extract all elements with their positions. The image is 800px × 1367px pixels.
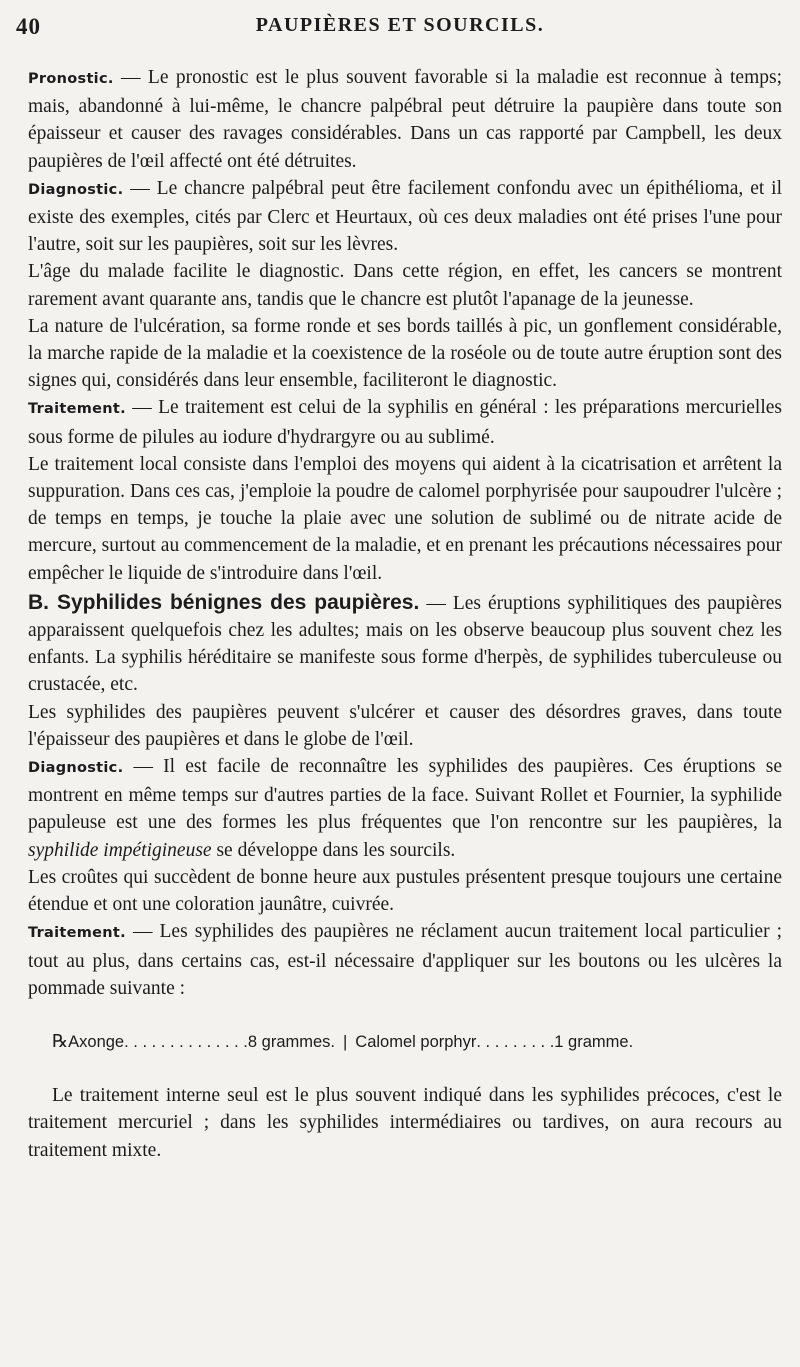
paragraph-traitement [28, 394, 782, 450]
page-number: 40 [16, 14, 41, 39]
text-diagnostic-2a: — Il est facile de reconnaître les syphilides des paupières. Ces éruptions se montrent en même temps sur d'autres parties de la face. Suivant Rollet et Fournier, la syphilide papuleuse est une des formes les plus fréquentes que l'on rencontre sur les paupières, la [28, 756, 782, 834]
text-diagnostic-2b: se développe dans les sourcils. [211, 839, 456, 861]
text-section-b: — Les éruptions syphilitiques des paupières apparaissent quelquefois chez les adultes; mais on les observe beaucoup plus souvent chez les enfants. La syphilis héréditaire se manifeste sous forme d'herpès, de syphilides tuberculeuse ou crustacée, etc. [28, 592, 783, 696]
emphasis-impetigineuse: syphilide impétigineuse [28, 839, 212, 861]
running-head [16, 14, 784, 44]
formula-separator: | [343, 1032, 348, 1051]
text-traitement-2: — Les syphilides des paupières ne réclament aucun traitement local particulier ; tout au plus, dans certains cas, est-il nécessaire d'appliquer sur les boutons ou les ulcères la pommade suivante : [28, 921, 782, 999]
section-heading-syphilides: B. Syphilides bénignes des paupières. [28, 590, 420, 614]
paragraph-age: L'âge du malade facilite le diagnostic. Dans cette région, en effet, les cancers se montrent rarement avant quarante ans, tandis que le chancre est plutôt l'apanage de la jeunesse. [28, 261, 782, 310]
leader-dots-1: . . . . . . . . . . . . . . [124, 1032, 248, 1051]
rubric-pronostic: Pronostic. [28, 71, 114, 87]
paragraph-croutes: Les croûtes qui succèdent de bonne heure aux pustules présentent presque toujours une certaine étendue et ont une coloration jaunâtre, cuivrée. [28, 866, 782, 916]
leader-dots-2: . . . . . . . . . [476, 1032, 555, 1051]
paragraph-nature: La nature de l'ulcération, sa forme ronde et ses bords taillés à pic, un gonflement considérable, la marche rapide de la maladie et la coexistence de la roséole ou de toute autre éruption sont des signes qui, considérés dans leur ensemble, faciliteront le diagnostic. [28, 315, 782, 392]
ingredient-axonge: Axonge [68, 1032, 125, 1051]
recipe-symbol: ℞ [52, 1030, 69, 1051]
paragraph-diagnostic [28, 175, 782, 259]
paragraph-traitement-syphilides [28, 918, 782, 1002]
ingredient-calomel: Calomel porphyr [355, 1032, 477, 1051]
paragraph-ulcerer: Les syphilides des paupières peuvent s'ulcérer et causer des désordres graves, dans toute l'épaisseur des paupières et dans le globe de l'œil. [28, 701, 782, 750]
text-diagnostic: — Le chancre palpébral peut être facilement confondu avec un épithélioma, et il existe des exemples, cités par Clerc et Heurtaux, où ces deux maladies ont été prises l'une pour l'autre, soit sur les paupières, soit sur les lèvres. [28, 177, 782, 256]
paragraph-pronostic [28, 64, 782, 175]
rubric-traitement: Traitement. [28, 401, 126, 418]
quantity-axonge: 8 grammes. [247, 1032, 335, 1051]
rubric-diagnostic: Diagnostic. [28, 181, 124, 198]
text-pronostic: — Le pronostic est le plus souvent favorable si la maladie est reconnue à temps; mais, abandonné à lui-même, le chancre palpébral peut détruire la paupière dans toute son épaisseur et causer des ravages considérables. Dans un cas rapporté par Campbell, les deux paupières de l'œil affecté ont été détruites. [28, 67, 782, 172]
prescription-formula [28, 1028, 782, 1056]
running-title: PAUPIÈRES ET SOURCILS. [255, 14, 545, 36]
paragraph-traitement-local: Le traitement local consiste dans l'emploi des moyens qui aident à la cicatrisation et arrêtent la suppuration. Dans ces cas, j'emploie la poudre de calomel porphyrisée pour saupoudrer l'ulcère ; de temps en temps, je touche la plaie avec une solution de sublimé ou de nitrate acide de mercure, surtout au commencement de la maladie, et en prenant les précautions nécessaires pour empêcher le liquide de s'introduire dans l'œil. [28, 453, 782, 584]
paragraph-final: Le traitement interne seul est le plus souvent indiqué dans les syphilides précoces, c'est le traitement mercuriel ; dans les syphilides intermédiaires ou tardives, on aura recours au traitement mixte. [28, 1085, 782, 1161]
text-traitement: — Le traitement est celui de la syphilis en général : les préparations mercurielles sous forme de pilules au iodure d'hydrargyre ou au sublimé. [28, 397, 782, 448]
rubric-traitement-2: Traitement. [28, 925, 126, 942]
paragraph-section-b [28, 589, 782, 699]
page-body [28, 64, 782, 1164]
paragraph-diagnostic-syphilides [28, 753, 782, 864]
quantity-calomel: 1 gramme. [554, 1032, 634, 1051]
rubric-diagnostic-2: Diagnostic. [28, 760, 124, 777]
